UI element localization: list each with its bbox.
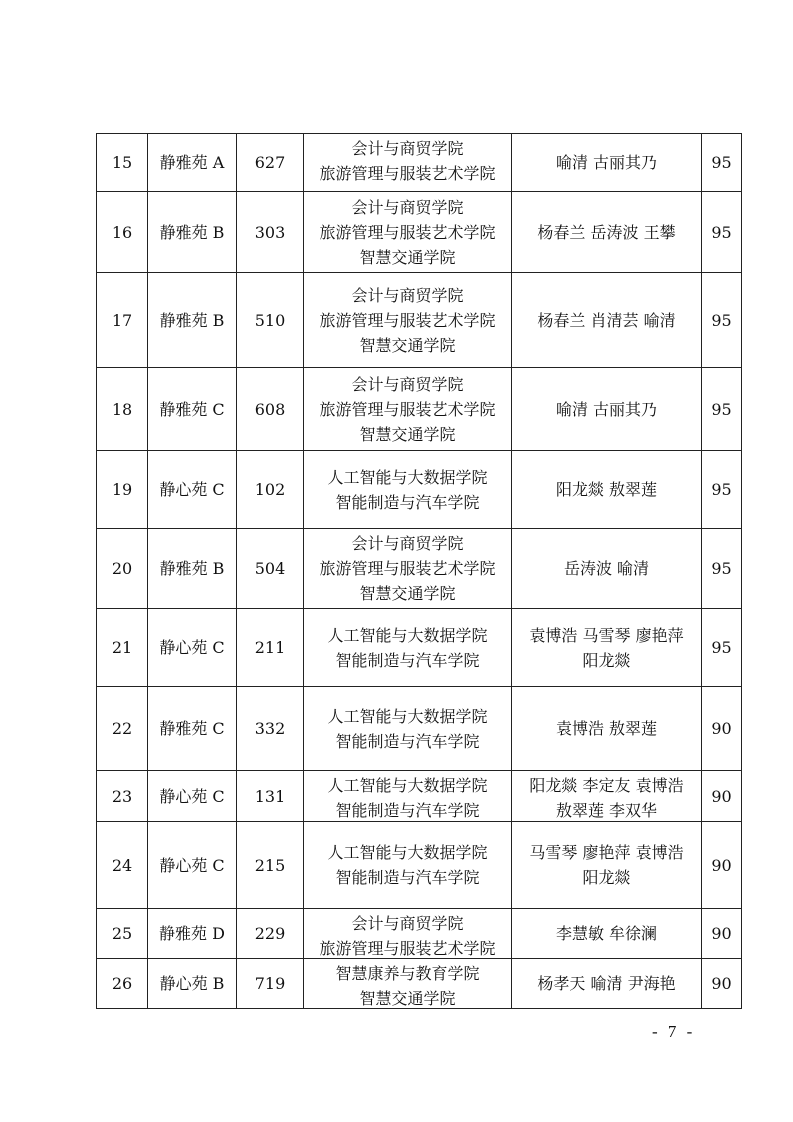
person-line: 喻清 古丽其乃 <box>555 153 658 172</box>
room-number: 131 <box>237 771 304 822</box>
building-name: 静雅苑 D <box>148 909 237 959</box>
people-cell <box>512 451 702 529</box>
college-line: 智能制造与汽车学院 <box>335 868 480 887</box>
person-line: 岳涛波 喻清 <box>563 559 650 578</box>
table-row <box>97 192 742 273</box>
college-line: 会计与商贸学院 <box>351 285 464 305</box>
person-line: 李慧敏 牟徐澜 <box>555 924 658 943</box>
row-number: 20 <box>97 529 148 609</box>
colleges-cell <box>304 529 512 609</box>
row-number: 18 <box>97 368 148 451</box>
people-cell <box>512 822 702 909</box>
people-cell <box>512 771 702 822</box>
table-row <box>97 273 742 368</box>
college-line: 会计与商贸学院 <box>351 138 464 158</box>
score: 95 <box>702 273 742 368</box>
college-line: 智慧交通学院 <box>359 424 456 444</box>
building-name: 静雅苑 B <box>148 192 237 273</box>
table-row <box>97 771 742 822</box>
person-line: 杨孝天 喻清 尹海艳 <box>537 974 676 993</box>
score: 90 <box>702 822 742 909</box>
building-name: 静心苑 C <box>148 451 237 529</box>
colleges-cell <box>304 687 512 771</box>
building-name: 静心苑 C <box>148 822 237 909</box>
person-line: 杨春兰 肖清芸 喻清 <box>537 310 676 330</box>
person-line: 喻清 古丽其乃 <box>555 399 658 419</box>
college-line: 旅游管理与服装艺术学院 <box>319 559 496 578</box>
college-line: 智慧交通学院 <box>359 247 456 267</box>
building-name: 静雅苑 A <box>148 134 237 192</box>
building-name: 静雅苑 C <box>148 368 237 451</box>
row-number: 21 <box>97 609 148 687</box>
score: 90 <box>702 771 742 822</box>
row-number: 25 <box>97 909 148 959</box>
table-row <box>97 529 742 609</box>
score: 95 <box>702 368 742 451</box>
building-name: 静心苑 B <box>148 959 237 1009</box>
college-line: 人工智能与大数据学院 <box>327 843 488 862</box>
building-name: 静雅苑 B <box>148 529 237 609</box>
colleges-cell <box>304 273 512 368</box>
room-number: 102 <box>237 451 304 529</box>
room-number: 510 <box>237 273 304 368</box>
score: 90 <box>702 959 742 1009</box>
people-cell <box>512 687 702 771</box>
college-line: 智慧交通学院 <box>359 584 456 603</box>
college-line: 智慧交通学院 <box>359 335 456 355</box>
row-number: 17 <box>97 273 148 368</box>
row-number: 19 <box>97 451 148 529</box>
person-line: 马雪琴 廖艳萍 袁博浩 <box>529 843 684 862</box>
score: 95 <box>702 134 742 192</box>
room-number: 332 <box>237 687 304 771</box>
table-row <box>97 909 742 959</box>
colleges-cell <box>304 368 512 451</box>
college-line: 智能制造与汽车学院 <box>335 731 480 751</box>
row-number: 16 <box>97 192 148 273</box>
colleges-cell <box>304 451 512 529</box>
person-line: 敖翠莲 李双华 <box>555 800 658 820</box>
colleges-cell <box>304 909 512 959</box>
person-line: 阳龙燚 <box>582 868 631 887</box>
building-name: 静心苑 C <box>148 609 237 687</box>
people-cell <box>512 192 702 273</box>
college-line: 人工智能与大数据学院 <box>327 706 488 726</box>
score: 95 <box>702 451 742 529</box>
college-line: 旅游管理与服装艺术学院 <box>319 310 496 330</box>
people-cell <box>512 959 702 1009</box>
room-number: 211 <box>237 609 304 687</box>
college-line: 会计与商贸学院 <box>351 374 464 394</box>
college-line: 旅游管理与服装艺术学院 <box>319 938 496 957</box>
college-line: 人工智能与大数据学院 <box>327 775 488 795</box>
person-line: 阳龙燚 <box>582 650 631 670</box>
building-name: 静心苑 C <box>148 771 237 822</box>
college-line: 智慧康养与教育学院 <box>335 963 480 983</box>
colleges-cell <box>304 609 512 687</box>
score: 90 <box>702 687 742 771</box>
room-number: 627 <box>237 134 304 192</box>
room-number: 504 <box>237 529 304 609</box>
room-number: 719 <box>237 959 304 1009</box>
colleges-cell <box>304 771 512 822</box>
table-row <box>97 822 742 909</box>
room-number: 229 <box>237 909 304 959</box>
college-line: 智能制造与汽车学院 <box>335 492 480 512</box>
score: 90 <box>702 909 742 959</box>
table-row <box>97 959 742 1009</box>
person-line: 袁博浩 敖翠莲 <box>555 719 658 738</box>
colleges-cell <box>304 959 512 1009</box>
building-name: 静雅苑 C <box>148 687 237 771</box>
page-number: - 7 - <box>652 1022 696 1041</box>
people-cell <box>512 609 702 687</box>
table-row <box>97 368 742 451</box>
college-line: 智慧交通学院 <box>359 988 456 1007</box>
table-row <box>97 609 742 687</box>
college-line: 旅游管理与服装艺术学院 <box>319 163 496 183</box>
row-number: 26 <box>97 959 148 1009</box>
people-cell <box>512 273 702 368</box>
colleges-cell <box>304 822 512 909</box>
colleges-cell <box>304 192 512 273</box>
row-number: 24 <box>97 822 148 909</box>
row-number: 15 <box>97 134 148 192</box>
college-line: 会计与商贸学院 <box>351 534 464 553</box>
college-line: 会计与商贸学院 <box>351 197 464 217</box>
people-cell <box>512 368 702 451</box>
table-row <box>97 134 742 192</box>
person-line: 阳龙燚 敖翠莲 <box>555 480 658 499</box>
college-line: 人工智能与大数据学院 <box>327 467 488 487</box>
college-line: 旅游管理与服装艺术学院 <box>319 399 496 419</box>
college-line: 会计与商贸学院 <box>351 913 464 933</box>
building-name: 静雅苑 B <box>148 273 237 368</box>
college-line: 智能制造与汽车学院 <box>335 650 480 670</box>
people-cell <box>512 134 702 192</box>
score: 95 <box>702 192 742 273</box>
person-line: 袁博浩 马雪琴 廖艳萍 <box>529 625 684 645</box>
table-row <box>97 687 742 771</box>
room-number: 215 <box>237 822 304 909</box>
score: 95 <box>702 609 742 687</box>
people-cell <box>512 529 702 609</box>
room-number: 303 <box>237 192 304 273</box>
table-row <box>97 451 742 529</box>
person-line: 阳龙燚 李定友 袁博浩 <box>529 775 684 795</box>
colleges-cell <box>304 134 512 192</box>
college-line <box>304 186 511 190</box>
score: 95 <box>702 529 742 609</box>
people-cell <box>512 909 702 959</box>
room-number: 608 <box>237 368 304 451</box>
table-body <box>97 134 742 1009</box>
dormitory-inspection-table <box>96 133 742 1009</box>
row-number: 22 <box>97 687 148 771</box>
college-line: 旅游管理与服装艺术学院 <box>319 222 496 242</box>
row-number: 23 <box>97 771 148 822</box>
college-line: 人工智能与大数据学院 <box>327 625 488 645</box>
college-line: 智能制造与汽车学院 <box>335 800 480 820</box>
person-line: 杨春兰 岳涛波 王攀 <box>537 222 676 242</box>
